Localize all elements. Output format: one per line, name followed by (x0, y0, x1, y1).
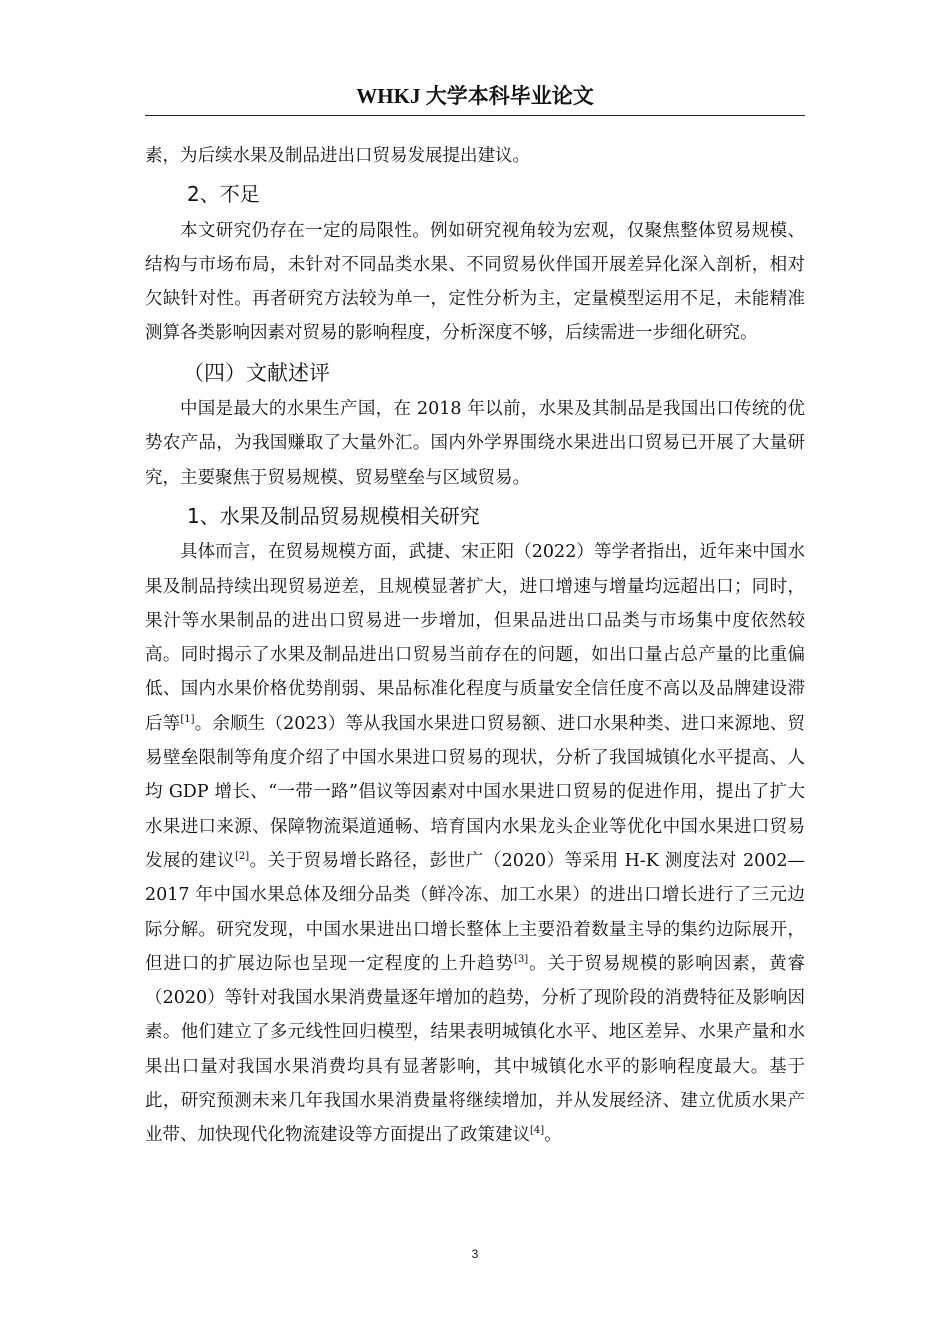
citation-ref-4: [4] (530, 1125, 545, 1137)
page-number: 3 (471, 1247, 479, 1261)
heading-shortcomings: 2、不足 (187, 182, 260, 207)
paragraph-literature-review: 中国是最大的水果生产国，在 2018 年以前，水果及其制品是我国出口传统的优势农产品，为我国赚取了大量外汇。国内外学界围绕水果进出口贸易已开展了大量研究，主要聚焦于贸易规模、贸易壁垒与区域贸易。 (145, 399, 805, 488)
citation-ref-1: [1] (180, 713, 195, 725)
citation-ref-3: [3] (514, 954, 529, 965)
heading-trade-scale: 1、水果及制品贸易规模相关研究 (187, 503, 480, 528)
text-run: 。关于贸易增长路径，彭世广（2020）等采用 H-K 测度法对 2002—2017 年中国水果总体及细分品类（鲜冷冻、加工水果）的进出口增长进行了三元边际分解。研究发现，中国水果进出口增长整体上主要沿着数量主导的集约边际展开，但进口的扩展边际也呈现一定程度的上升趋势 (145, 850, 806, 974)
heading-literature-review: （四）文献述评 (183, 360, 330, 385)
running-header: WHKJ 大学本科毕业论文 (356, 84, 594, 108)
paragraph-trade-scale (145, 535, 805, 1152)
paragraph-continued: 素，为后续水果及制品进出口贸易发展提出建议。 (145, 146, 530, 166)
citation-ref-2: [2] (234, 851, 250, 863)
text-run: 。 (544, 1125, 562, 1146)
text-run: 具体而言，在贸易规模方面，武捷、宋正阳（2022）等学者指出，近年来中国水果及制品持续出现贸易逆差，且规模显著扩大，进口增速与增量均远超出口；同时，果汁等水果制品的进出口贸易进一步增加，但果品进出口品类与市场集中度依然较高。同时揭示了水果及制品进出口贸易当前存在的问题，如出口量占总产量的比重偏低、国内水果价格优势削弱、果品标准化程度与质量安全信任度不高以及品牌建设滞后等 (145, 542, 805, 734)
text-run: 。余顺生（2023）等从我国水果进口贸易额、进口水果种类、进口来源地、贸易壁垒限制等角度介绍了中国水果进口贸易的现状，分析了我国城镇化水平提高、人均 GDP 增长、“一带一路”倡议等因素对中国水果进口贸易的促进作用，提出了扩大水果进口来源、保障物流渠道通畅、培育国内水果龙头企业等优化中国水果进口贸易发展的建议 (145, 713, 805, 871)
text-run: 。关于贸易规模的影响因素，黄睿（2020）等针对我国水果消费量逐年增加的趋势，分析了现阶段的消费特征及影响因素。他们建立了多元线性回归模型，结果表明城镇化水平、地区差异、水果产量和水果出口量对我国水果消费均具有显著影响，其中城镇化水平的影响程度最大。基于此，研究预测未来几年我国水果消费量将继续增加，并从发展经济、建立优质水果产业带、加快现代化物流建设等方面提出了政策建议 (145, 953, 806, 1146)
body-text (145, 139, 805, 1153)
header-divider (145, 115, 805, 116)
paragraph-shortcomings: 本文研究仍存在一定的局限性。例如研究视角较为宏观，仅聚焦整体贸易规模、结构与市场布局，未针对不同品类水果、不同贸易伙伴国开展差异化深入剖析，相对欠缺针对性。再者研究方法较为单一，定性分析为主，定量模型运用不足，未能精准测算各类影响因素对贸易的影响程度，分析深度不够，后续需进一步细化研究。 (145, 220, 805, 344)
